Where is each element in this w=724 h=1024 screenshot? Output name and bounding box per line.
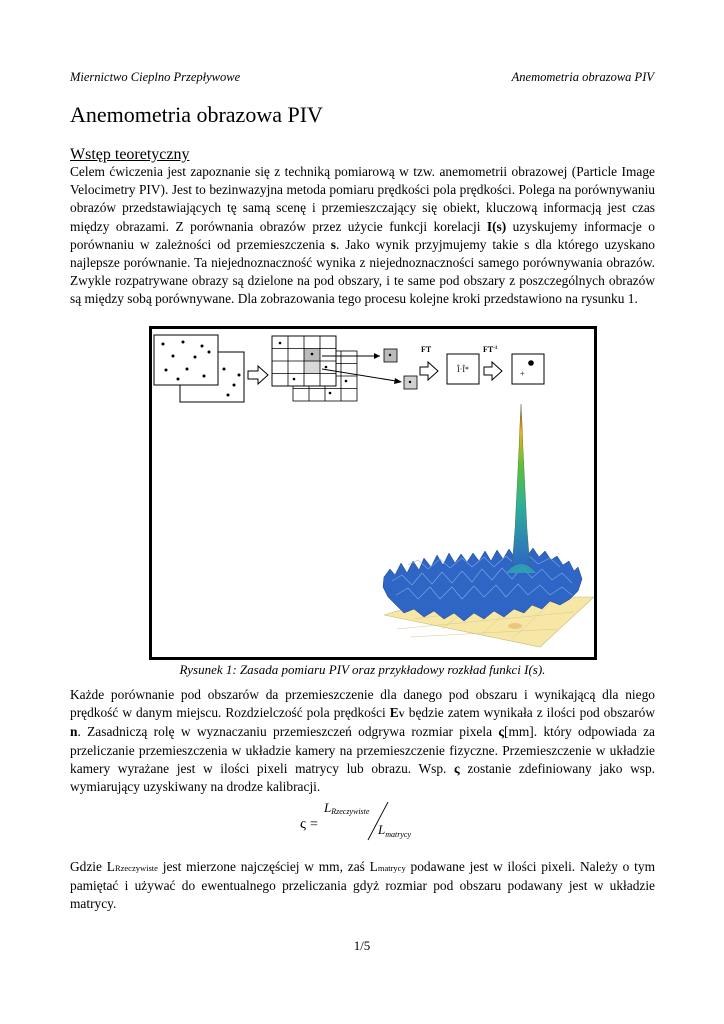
- arrow-icon: [484, 362, 502, 380]
- page-title: Anemometria obrazowa PIV: [70, 102, 323, 127]
- paragraph-units: Gdzie LRzeczywiste jest mierzone najczęściej w mm, zaś Lmatrycy podawane jest w ilości pixeli. Należy o tym pamiętać i używać do ewentualnego przeliczania gdyż rozmiar pod obszaru podawany jest w układzie matrycy.: [70, 859, 656, 912]
- correlation-peak: [512, 404, 530, 567]
- page-number: 1/5: [353, 938, 371, 953]
- figure-caption: Rysunek 1: Zasada pomiaru PIV oraz przykładowy rozkład funkci I(s).: [179, 662, 546, 677]
- ft-inverse-label: $FT^{-1}$: [483, 345, 498, 354]
- running-header-right: Anemometria obrazowa PIV: [511, 70, 654, 84]
- correlation-plane-box: [512, 354, 544, 384]
- image-frame-a: [154, 335, 218, 385]
- arrow-icon: [420, 362, 438, 380]
- origin-mark: +: [520, 369, 525, 378]
- paragraph-intro: Celem ćwiczenia jest zapoznanie się z techniką pomiarową w tzw. anemometrii obrazowej (Particle Image Velocimetry PIV). Jest to bezinwazyjna metoda pomiaru prędkości pola prędkości. Polega na porównywaniu obrazów przedstawiających tę samą scenę i przemieszczający się obiekt, kluczową informacją jest czas między obrazami. Z porównania obrazów przez użycie funkcji korelacji I(s) uzyskujemy informacje o porównaniu w zależności od przemieszczenia s. Jako wynik przyjmujemy takie s dla którego uzyskano najlepsze porównanie. Ta niejednoznaczność wynika z niejednoznaczności samego porównywania obrazów. Zwykle rozpatrywane obrazy są dzielone na pod obszary, i te same pod obszary z poszczególnych obrazów są między sobą porównywane. Dla zobrazowania tego procesu kolejne kroki przedstawiono na rysunku 1.: [70, 164, 655, 307]
- correlation-surface-plot: [383, 404, 594, 647]
- svg-text:=: =: [310, 817, 318, 832]
- spectrum-product-label: Î·Î*: [457, 365, 469, 374]
- section-heading: Wstęp teoretyczny: [70, 146, 190, 163]
- arrow-icon: [248, 366, 268, 384]
- pixel-size-formula: [296, 800, 436, 844]
- svg-text:ς: ς: [300, 816, 306, 832]
- running-header-left: Miernictwo Cieplno Przepływowe: [70, 70, 241, 84]
- paragraph-resolution: Każde porównanie pod obszarów da przemieszczenie dla danego pod obszaru i wynikającą dla niego prędkość w danym miejscu. Rozdzielczość pola prędkości EV będzie zatem wynikała z ilości pod obszarów n. Zasadniczą rolę w wyznaczaniu przemieszczeń odgrywa rozmiar pixela ς[mm]. który odpowiada za przeliczanie przemieszczenia w układzie kamery na przemieszczenie fizyczne. Przemieszczenie w układzie kamery wyrażane jest w ilości pixeli matrycy lub obrazu. Wsp. ς zostanie zdefiniowany jako wsp. wymiarujący uzyskiwany na drodze kalibracji.: [70, 687, 655, 795]
- svg-text:Lmatrycy: $L_{matrycy}$: [378, 822, 411, 839]
- svg-text:LRzeczywiste: LRzeczywiste: [324, 800, 370, 816]
- figure-piv-principle: [149, 326, 597, 660]
- correlation-peak-dot: [528, 360, 534, 366]
- ft-label: FT: [421, 345, 432, 354]
